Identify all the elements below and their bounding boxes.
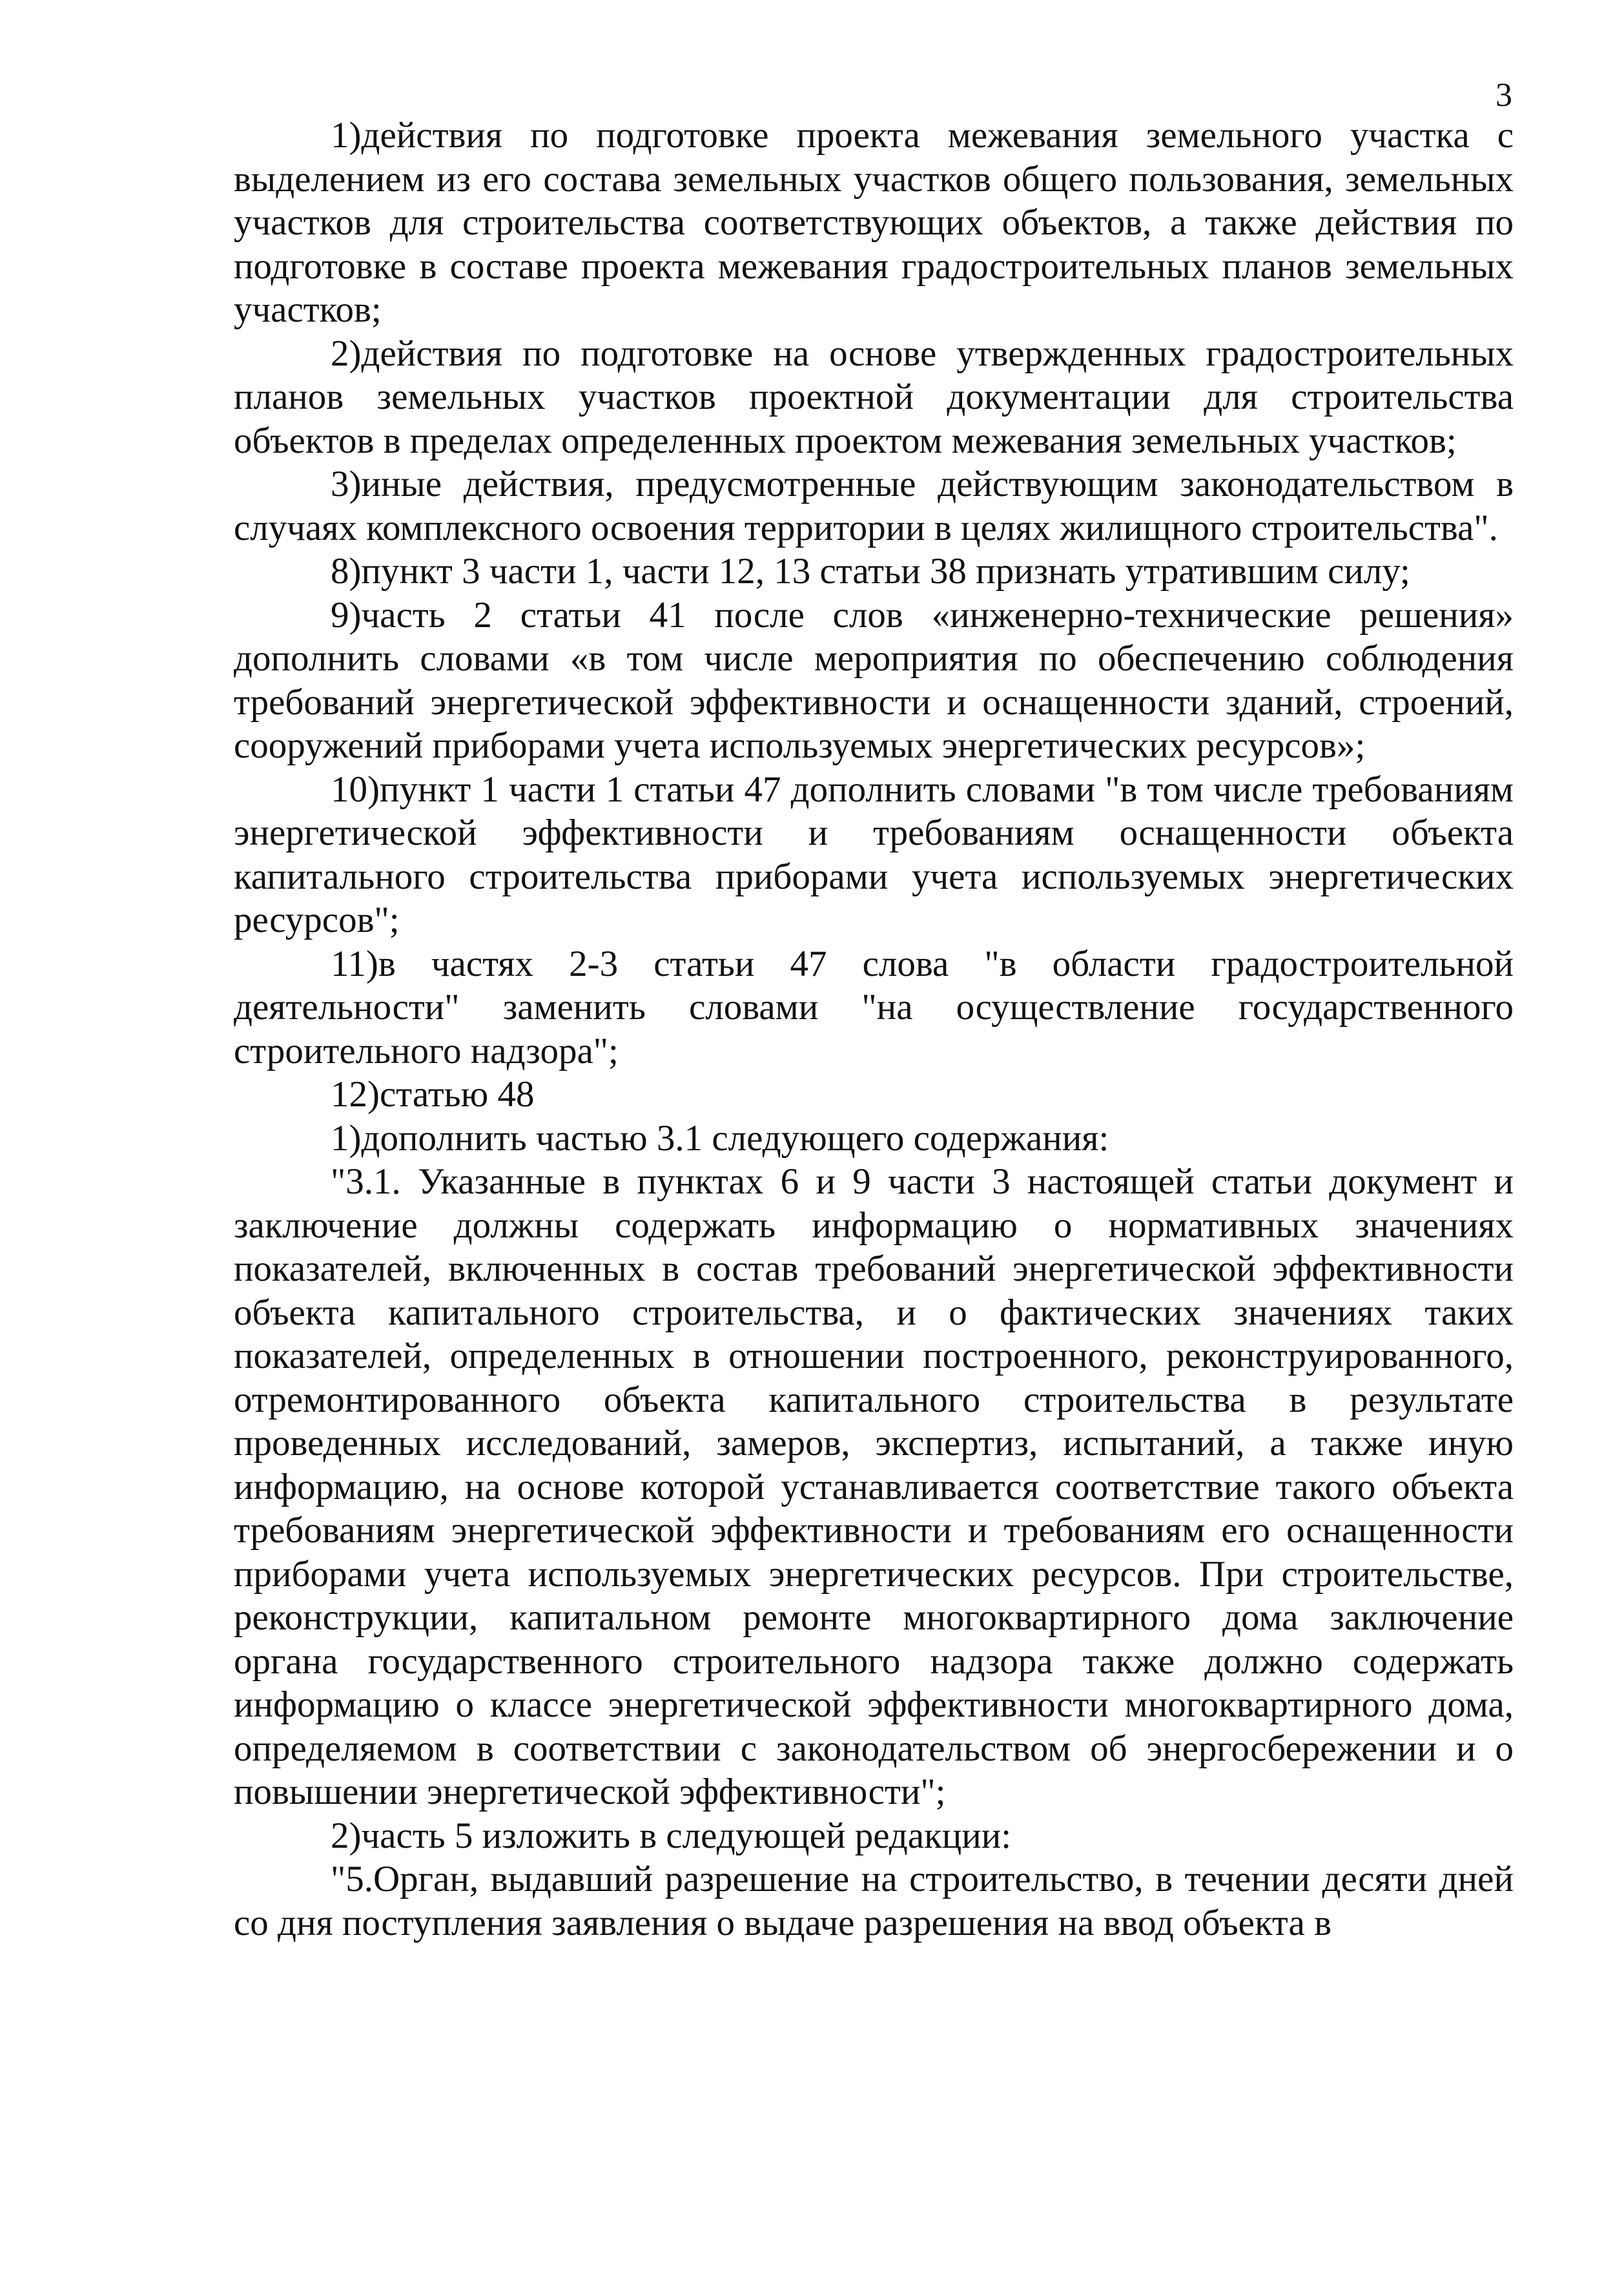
paragraph-6: 10)пункт 1 части 1 статьи 47 дополнить словами "в том числе требованиям энергетической эффективности и требованиям оснащенности объекта капитального строительства приборами учета используемых энергетических ресурсов";: [234, 769, 1514, 940]
paragraph-8: 12)статью 48: [331, 1074, 535, 1115]
paragraph-5: 9)часть 2 статьи 41 после слов «инженерно-технические решения» дополнить словами «в том числе мероприятия по обеспечению соблюдения требований энергетической эффективности и оснащенности зданий, строений, сооружений приборами учета используемых энергетических ресурсов»;: [234, 594, 1514, 766]
paragraph-9: 1)дополнить частью 3.1 следующего содержания:: [331, 1117, 1109, 1159]
paragraph-1: 1)действия по подготовке проекта межевания земельного участка с выделением из его состава земельных участков общего пользования, земельных участков для строительства соответствующих объектов, а также действия по подготовке в составе проекта межевания градостроительных планов земельных участков;: [234, 115, 1514, 330]
document-body: [234, 114, 1514, 1945]
paragraph-2: 2)действия по подготовке на основе утвержденных градостроительных планов земельных участков проектной документации для строительства объектов в пределах определенных проектом межевания земельных участков;: [234, 333, 1514, 461]
paragraph-10: "3.1. Указанные в пунктах 6 и 9 части 3 настоящей статьи документ и заключение должны содержать информацию о нормативных значениях показателей, включенных в состав требований энергетической эффективности объекта капитального строительства, и о фактических значениях таких показателей, определенных в отношении построенного, реконструированного, отремонтированного объекта капитального строительства в результате проведенных исследований, замеров, экспертиз, испытаний, а также иную информацию, на основе которой устанавливается соответствие такого объекта требованиям энергетической эффективности и требованиям его оснащенности приборами учета используемых энергетических ресурсов. При строительстве, реконструкции, капитальном ремонте многоквартирного дома заключение органа государственного строительного надзора также должно содержать информацию о классе энергетической эффективности многоквартирного дома, определяемом в соответствии с законодательством об энергосбережении и о повышении энергетической эффективности";: [234, 1161, 1514, 1812]
paragraph-4: 8)пункт 3 части 1, части 12, 13 статьи 38 признать утратившим силу;: [331, 551, 1410, 592]
paragraph-11: 2)часть 5 изложить в следующей редакции:: [331, 1815, 1012, 1856]
page-number: 3: [1496, 77, 1512, 114]
paragraph-3: 3)иные действия, предусмотренные действующим законодательством в случаях комплексного освоения территории в целях жилищного строительства".: [234, 464, 1514, 548]
paragraph-7: 11)в частях 2-3 статьи 47 слова "в области градостроительной деятельности" заменить словами "на осуществление государственного строительного надзора";: [234, 943, 1514, 1071]
paragraph-12: "5.Орган, выдавший разрешение на строительство, в течении десяти дней со дня поступления заявления о выдаче разрешения на ввод объекта в: [234, 1859, 1514, 1943]
